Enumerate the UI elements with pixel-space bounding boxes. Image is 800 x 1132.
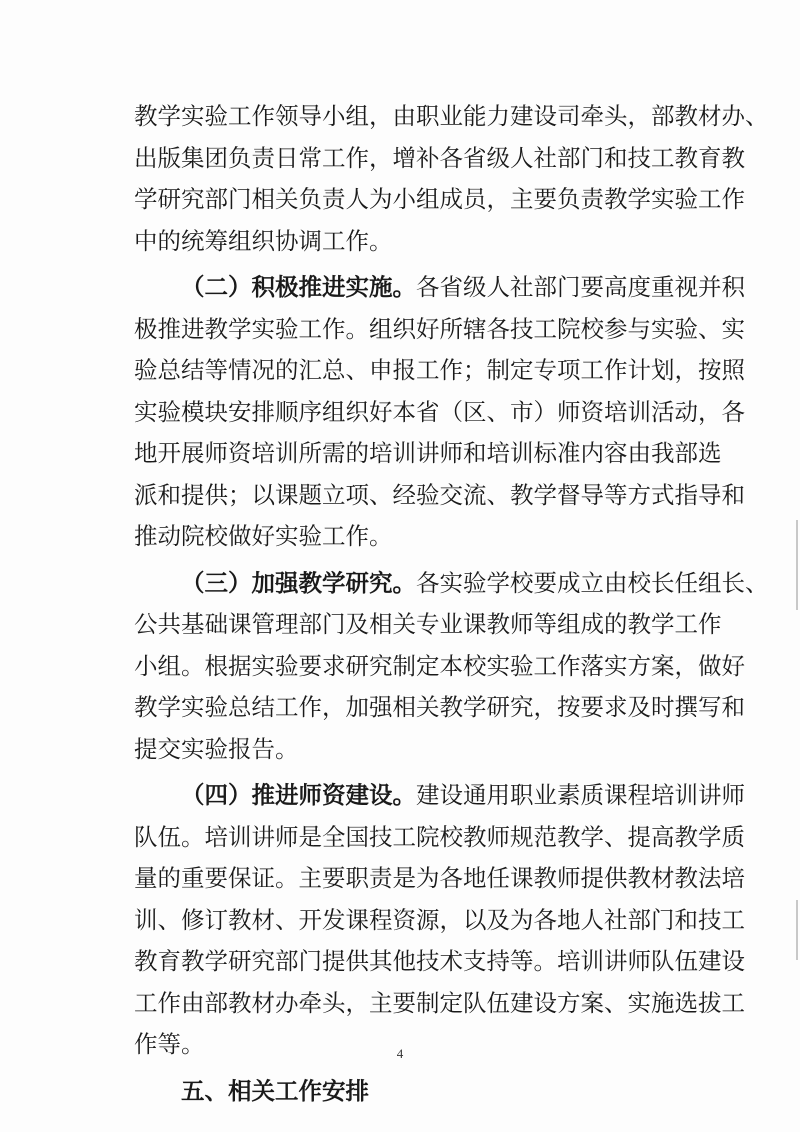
scan-edge-mark <box>796 520 798 610</box>
paragraph-2-first-line <box>134 267 745 309</box>
paragraph-3-text: 各实验学校要成立由校长任组长、 <box>416 568 769 597</box>
text-line: 教学实验总结工作，加强相关教学研究，按要求及时撰写和 <box>134 693 745 721</box>
text-line: 实验模块安排顺序组织好本省（区、市）师资培训活动，各 <box>134 397 745 426</box>
section-heading: 五、相关工作安排 <box>181 1076 369 1105</box>
paragraph-3-first-line <box>134 563 769 605</box>
page-number: 4 <box>396 1046 404 1061</box>
paragraph-4-first-line <box>134 775 745 817</box>
text-line: 工作由部教材办牵头，主要制定队伍建设方案、实施选拔工 <box>134 988 745 1017</box>
text-line: 提交实验报告。 <box>134 734 299 763</box>
text-line: 出版集团负责日常工作，增补各省级人社部门和技工教育教 <box>134 143 745 172</box>
text-line: 作等。 <box>134 1030 205 1058</box>
text-line: 教学实验工作领导小组，由职业能力建设司牵头，部教材办、 <box>134 102 769 130</box>
body-text <box>134 96 769 1112</box>
text-line: 训、修订教材、开发课程资源，以及为各地人社部门和技工 <box>134 905 745 934</box>
text-line: 推动院校做好实验工作。 <box>134 522 393 550</box>
text-line: 公共基础课管理部门及相关专业课教师等组成的教学工作 <box>134 610 722 638</box>
text-line: 派和提供；以课题立项、经验交流、教学督导等方式指导和 <box>134 480 745 509</box>
paragraph-3-title: （三）加强教学研究。 <box>181 568 416 597</box>
paragraph-2-title: （二）积极推进实施。 <box>181 273 416 301</box>
paragraph-2-text: 各省级人社部门要高度重视并积 <box>416 273 745 301</box>
text-line: 量的重要保证。主要职责是为各地任课教师提供教材教法培 <box>134 864 745 892</box>
text-line: 极推进教学实验工作。组织好所辖各技工院校参与实验、实 <box>134 314 745 343</box>
paragraph-4-text: 建设通用职业素质课程培训讲师 <box>416 781 745 809</box>
text-line: 小组。根据实验要求研究制定本校实验工作落实方案，做好 <box>134 651 745 680</box>
paragraph-4-title: （四）推进师资建设。 <box>181 781 416 809</box>
text-line: 地开展师资培训所需的培训讲师和培训标准内容由我部选 <box>134 439 722 467</box>
text-line: 中的统筹组织协调工作。 <box>134 226 393 255</box>
text-line: 队伍。培训讲师是全国技工院校教师规范教学、提高教学质 <box>134 822 745 851</box>
text-line: 教育教学研究部门提供其他技术支持等。培训讲师队伍建设 <box>134 947 745 975</box>
scan-edge-mark <box>796 900 798 960</box>
text-line: 验总结等情况的汇总、申报工作；制定专项工作计划，按照 <box>134 356 745 384</box>
text-line: 学研究部门相关负责人为小组成员，主要负责教学实验工作 <box>134 185 745 213</box>
